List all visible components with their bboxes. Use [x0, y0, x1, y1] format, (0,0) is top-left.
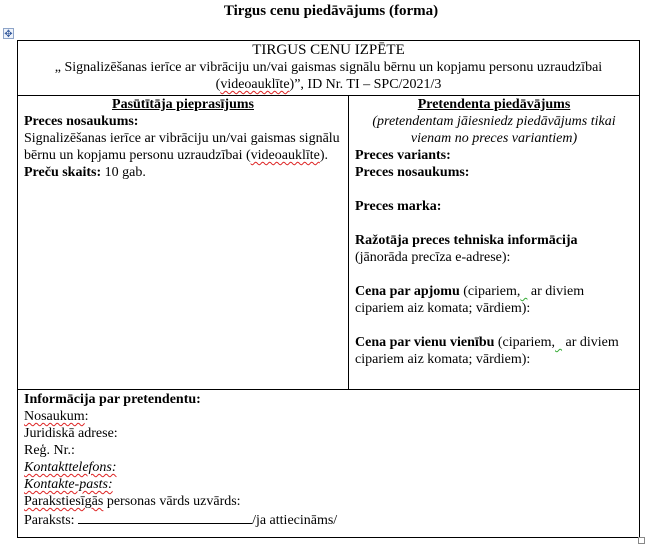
bidder-name-label: Nosaukum [24, 409, 85, 424]
brand-label: Preces marka: [355, 199, 442, 214]
bidder-info-heading: Informācija par pretendentu: [24, 392, 201, 407]
product-name-spell-word: videoauklīte [250, 148, 320, 163]
subject-spell-word: videoauklīte [220, 77, 290, 92]
form-header-cell [18, 41, 640, 96]
signatory-label-rest: personas vārds uzvārds: [103, 494, 241, 509]
quantity-value: 10 gab. [104, 165, 146, 180]
unit-price-note-b: ar diviem cipariem aiz komata; vārdiem): [355, 335, 619, 367]
total-price-label: Cena par apjomu [355, 284, 460, 299]
customer-quantity [24, 164, 342, 181]
signatory-label-spell: Parakstiesīgās [24, 494, 104, 509]
bidder-offer-note: (pretendentam jāiesniedz piedāvājums tikai vienam no preces variantiem) [372, 114, 616, 146]
unit-price-field [355, 334, 633, 368]
email-field: Kontakte-pasts: [24, 477, 113, 492]
table-resize-handle-icon[interactable] [638, 537, 645, 544]
subject-suffix: )”, ID Nr. TI – SPC/2021/3 [289, 77, 442, 92]
subject-prefix: „ Signalizēšanas ierīce ar vibrāciju un/vai gaismas signālu bērnu un kopjamu personu uzraudzībai ( [54, 60, 603, 92]
customer-product-name-label: Preces nosaukums: [24, 114, 139, 129]
signature-line[interactable] [78, 510, 252, 524]
signature-label: Paraksts: [24, 513, 79, 528]
legal-address-field: Juridiskā adrese: [24, 426, 118, 441]
bidder-offer-heading: Pretendenta piedāvājums [417, 97, 571, 112]
signature-field [24, 510, 633, 529]
unit-price-label: Cena par vienu vienību [355, 335, 495, 350]
customer-product-name-value [24, 130, 342, 164]
signature-suffix: /ja attiecināms/ [252, 513, 338, 528]
quantity-label: Preču skaits: [24, 165, 102, 180]
tech-info-note: (jānorāda precīza e-adrese): [355, 250, 511, 265]
bidder-name-field [24, 408, 633, 425]
tech-info-label: Ražotāja preces tehniska informācija [355, 233, 578, 248]
customer-requirements-cell [18, 96, 349, 390]
variant-label: Preces variants: [355, 148, 451, 163]
price-offer-form-table [17, 40, 640, 538]
product-name-suffix: ). [319, 148, 329, 163]
product-name-prefix: Signalizēšanas ierīce ar vibrāciju un/vai gaismas signālu bērnu un kopjamu personu uzraudzībai ( [24, 131, 340, 163]
bidder-offer-cell[interactable] [349, 96, 640, 390]
bidder-info-cell[interactable] [18, 390, 640, 538]
form-header-subject [24, 59, 633, 93]
unit-price-note-a: (cipariem, [494, 335, 556, 350]
offer-product-name-label: Preces nosaukums: [355, 165, 470, 180]
table-move-handle-icon[interactable]: ✥ [4, 29, 13, 40]
total-price-note-b: ar diviem cipariem aiz komata; vārdiem): [355, 284, 585, 316]
total-price-note-a: (cipariem, [459, 284, 521, 299]
reg-number-field: Reģ. Nr.: [24, 443, 75, 458]
phone-field: Kontakttelefons: [24, 460, 117, 475]
document-title: Tirgus cenu piedāvājums (forma) [223, 3, 439, 19]
total-price-field [355, 283, 633, 317]
signatory-field [24, 493, 633, 510]
form-header-title: TIRGUS CENU IZPĒTE [252, 42, 405, 58]
customer-heading: Pasūtītāja pieprasījums [112, 97, 254, 112]
bidder-name-colon: : [84, 409, 89, 424]
